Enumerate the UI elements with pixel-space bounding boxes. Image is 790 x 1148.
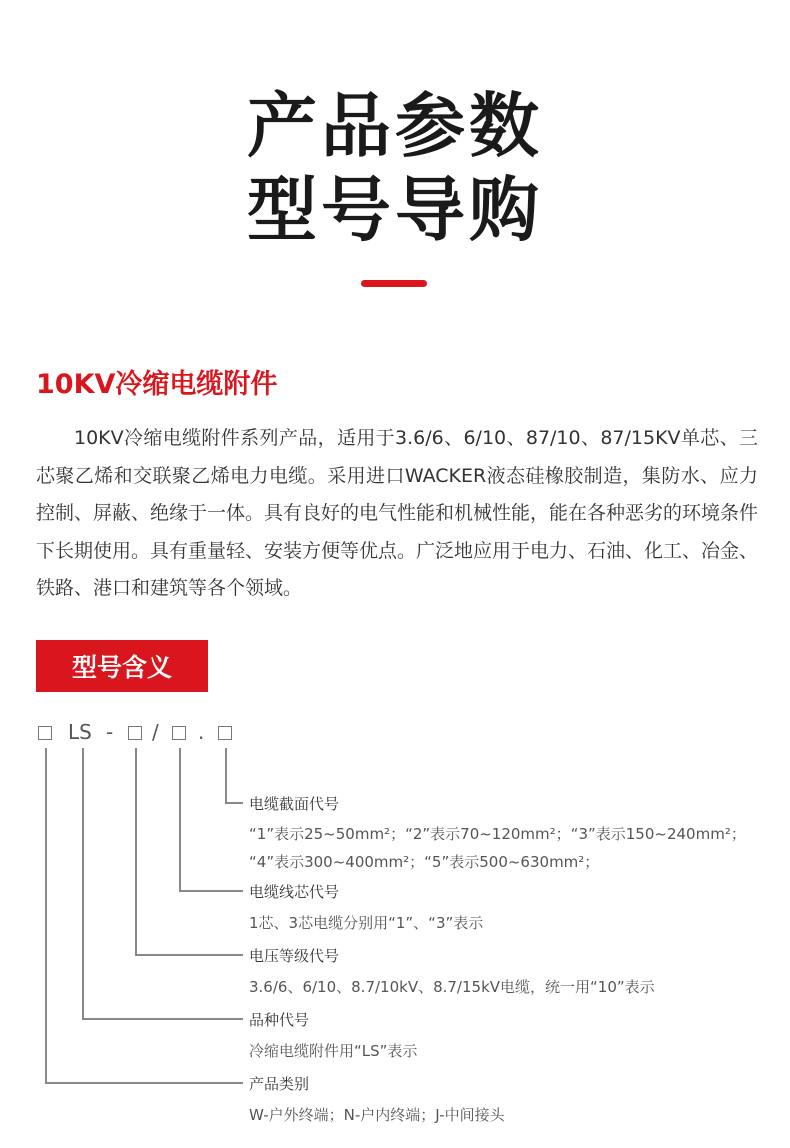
connector-section-v xyxy=(225,748,227,802)
page-title-line2: 型号导购 xyxy=(247,169,543,251)
code-dot: . xyxy=(198,720,205,744)
connector-variety-h xyxy=(82,1018,243,1020)
section-code-line2: “4”表示300~400mm²；“5”表示500~630mm²； xyxy=(249,853,600,871)
code-box-section xyxy=(218,726,232,740)
connector-category-h xyxy=(45,1082,243,1084)
title-accent-divider xyxy=(361,280,427,287)
voltage-code-heading: 电压等级代号 xyxy=(249,947,340,965)
category-code-desc: W-户外终端；N-户内终端；J-中间接头 xyxy=(249,1106,505,1124)
code-box-core xyxy=(172,726,186,740)
core-code-desc: 1芯、3芯电缆分别用“1”、“3”表示 xyxy=(249,914,484,932)
variety-code-heading: 品种代号 xyxy=(249,1011,310,1029)
product-description: 10KV冷缩电缆附件系列产品，适用于3.6/6、6/10、87/10、87/15KV单芯、三芯聚乙烯和交联聚乙烯电力电缆。采用进口WACKER液态硅橡胶制造，集防水、应力控制、屏蔽、绝缘于一体。具有良好的电气性能和机械性能，能在各种恶劣的环境条件下长期使用。具有重量轻、安装方便等优点。广泛地应用于电力、石油、化工、冶金、铁路、港口和建筑等各个领域。 xyxy=(36,427,759,599)
model-meaning-label: 型号含义 xyxy=(36,640,208,692)
connector-voltage-h xyxy=(135,954,243,956)
section-code-line1: “1”表示25~50mm²；“2”表示70~120mm²；“3”表示150~240mm²； xyxy=(249,825,746,843)
connector-core-h xyxy=(179,890,243,892)
page-title-line1: 产品参数 xyxy=(247,85,543,167)
connector-voltage-v xyxy=(135,748,137,954)
voltage-code-desc: 3.6/6、6/10、8.7/10kV、8.7/15kV电缆，统一用“10”表示 xyxy=(249,978,655,996)
code-slash: / xyxy=(152,720,159,744)
connector-section-h xyxy=(225,802,243,804)
category-code-heading: 产品类别 xyxy=(249,1075,310,1093)
connector-variety-v xyxy=(82,748,84,1018)
code-box-category xyxy=(38,726,52,740)
section-code-heading: 电缆截面代号 xyxy=(249,795,340,813)
core-code-heading: 电缆线芯代号 xyxy=(249,883,340,901)
variety-code-desc: 冷缩电缆附件用“LS”表示 xyxy=(249,1042,418,1060)
code-box-voltage xyxy=(128,726,142,740)
code-ls: LS xyxy=(68,720,92,744)
product-title: 10KV冷缩电缆附件 xyxy=(36,369,278,400)
code-dash: - xyxy=(106,720,114,744)
connector-category-v xyxy=(45,748,47,1082)
connector-core-v xyxy=(179,748,181,890)
